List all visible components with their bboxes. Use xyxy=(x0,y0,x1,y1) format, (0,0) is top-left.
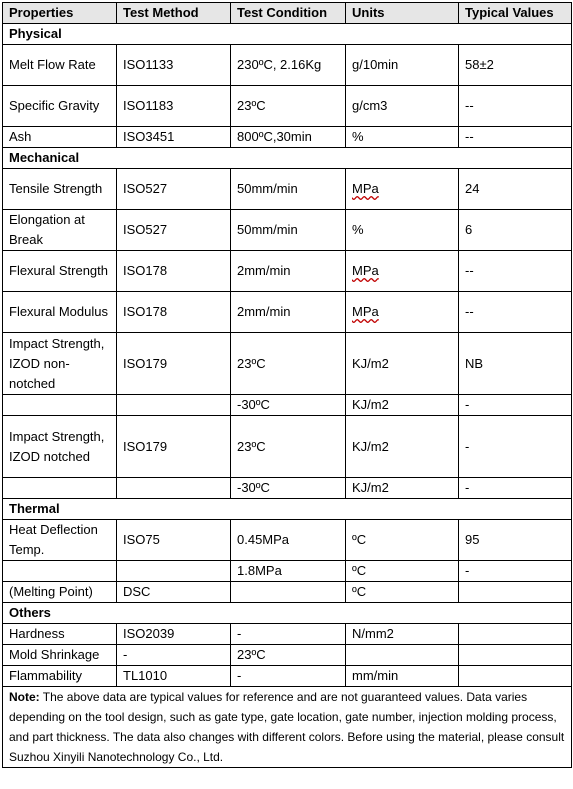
cell-test-condition xyxy=(231,210,346,251)
cell-property xyxy=(3,210,117,251)
cell-test-condition xyxy=(231,86,346,127)
table-row xyxy=(3,169,572,210)
cell-text: Heat Deflection Temp. xyxy=(9,522,98,557)
cell-text: ºC xyxy=(352,584,367,599)
table-row xyxy=(3,86,572,127)
cell-test-condition xyxy=(231,666,346,687)
table-row xyxy=(3,292,572,333)
cell-property xyxy=(3,416,117,478)
cell-typical-value xyxy=(459,478,572,499)
cell-property xyxy=(3,127,117,148)
cell-test-method xyxy=(117,292,231,333)
cell-text: 24 xyxy=(465,181,480,196)
cell-units xyxy=(346,251,459,292)
table-row xyxy=(3,645,572,666)
cell-test-condition xyxy=(231,520,346,561)
cell-test-method xyxy=(117,210,231,251)
cell-text: -- xyxy=(465,129,474,144)
header-test-condition: Test Condition xyxy=(231,3,346,24)
cell-test-condition xyxy=(231,561,346,582)
cell-text: N/mm2 xyxy=(352,626,394,641)
header-units: Units xyxy=(346,3,459,24)
cell-text: g/cm3 xyxy=(352,98,388,113)
note-row xyxy=(3,687,572,768)
cell-text: Specific Gravity xyxy=(9,98,100,113)
cell-text: 58±2 xyxy=(465,57,494,72)
cell-text: NB xyxy=(465,355,484,371)
cell-text: ISO178 xyxy=(123,304,168,319)
cell-text: 1.8MPa xyxy=(237,563,282,578)
cell-test-condition xyxy=(231,478,346,499)
cell-text: TL1010 xyxy=(123,668,168,683)
cell-units xyxy=(346,666,459,687)
cell-text: 95 xyxy=(465,532,480,547)
cell-test-condition xyxy=(231,582,346,603)
cell-text: -- xyxy=(465,263,474,278)
section-title: Others xyxy=(3,603,572,624)
cell-test-method xyxy=(117,86,231,127)
cell-property xyxy=(3,86,117,127)
cell-property xyxy=(3,251,117,292)
cell-units xyxy=(346,645,459,666)
cell-typical-value xyxy=(459,624,572,645)
cell-test-condition xyxy=(231,395,346,416)
section-title: Mechanical xyxy=(3,148,572,169)
cell-units xyxy=(346,127,459,148)
cell-text: ISO3451 xyxy=(123,129,175,144)
cell-text: Impact Strength, IZOD non-notched xyxy=(9,335,105,391)
cell-text: Flexural Strength xyxy=(9,263,108,278)
cell-text: ISO75 xyxy=(123,532,160,547)
cell-units xyxy=(346,395,459,416)
cell-text: 23ºC xyxy=(237,647,266,662)
cell-property xyxy=(3,666,117,687)
cell-text: - xyxy=(237,668,242,683)
section-row xyxy=(3,24,572,45)
cell-units xyxy=(346,478,459,499)
cell-text: ISO179 xyxy=(123,355,168,371)
table-row xyxy=(3,666,572,687)
cell-typical-value xyxy=(459,520,572,561)
cell-text: Flammability xyxy=(9,668,82,683)
section-row xyxy=(3,148,572,169)
cell-units xyxy=(346,45,459,86)
cell-text: ºC xyxy=(352,532,367,547)
cell-test-condition xyxy=(231,292,346,333)
cell-test-method xyxy=(117,169,231,210)
table-row xyxy=(3,624,572,645)
cell-text: ISO2039 xyxy=(123,626,175,641)
cell-test-condition xyxy=(231,251,346,292)
cell-property xyxy=(3,395,117,416)
cell-text: Mold Shrinkage xyxy=(9,647,100,662)
cell-property xyxy=(3,45,117,86)
cell-test-method xyxy=(117,127,231,148)
table-row xyxy=(3,210,572,251)
cell-test-condition xyxy=(231,416,346,478)
cell-text: - xyxy=(123,647,128,662)
cell-text: KJ/m2 xyxy=(352,480,389,495)
header-typical-values: Typical Values xyxy=(459,3,572,24)
cell-units xyxy=(346,582,459,603)
cell-text: -- xyxy=(465,98,474,113)
cell-units xyxy=(346,624,459,645)
cell-text: (Melting Point) xyxy=(9,584,93,599)
cell-text: -- xyxy=(465,304,474,319)
cell-text: ISO1133 xyxy=(123,57,174,72)
cell-text: Melt Flow Rate xyxy=(9,57,96,72)
cell-text: - xyxy=(465,397,470,412)
cell-text: 230ºC, 2.16Kg xyxy=(237,57,322,72)
cell-text: KJ/m2 xyxy=(352,355,389,371)
cell-typical-value xyxy=(459,666,572,687)
cell-text: 50mm/min xyxy=(237,181,298,196)
cell-text: ºC xyxy=(352,563,367,578)
cell-test-condition xyxy=(231,45,346,86)
cell-text: 0.45MPa xyxy=(237,532,290,547)
cell-property xyxy=(3,645,117,666)
cell-typical-value xyxy=(459,645,572,666)
cell-typical-value xyxy=(459,292,572,333)
cell-text: ISO178 xyxy=(123,263,168,278)
cell-property xyxy=(3,561,117,582)
cell-typical-value xyxy=(459,210,572,251)
cell-test-condition xyxy=(231,645,346,666)
cell-property xyxy=(3,624,117,645)
section-row xyxy=(3,603,572,624)
cell-test-method xyxy=(117,333,231,395)
cell-typical-value xyxy=(459,395,572,416)
cell-text: ISO1183 xyxy=(123,98,174,113)
cell-text: - xyxy=(237,626,242,641)
header-test-method: Test Method xyxy=(117,3,231,24)
table-row xyxy=(3,333,572,395)
cell-typical-value xyxy=(459,416,572,478)
cell-text: 23ºC xyxy=(237,355,266,371)
cell-property xyxy=(3,582,117,603)
cell-text: 6 xyxy=(465,222,473,237)
cell-units xyxy=(346,561,459,582)
cell-test-condition xyxy=(231,333,346,395)
table-row xyxy=(3,127,572,148)
cell-typical-value xyxy=(459,127,572,148)
cell-text: MPa xyxy=(352,304,379,319)
cell-text: MPa xyxy=(352,263,379,278)
cell-typical-value xyxy=(459,582,572,603)
cell-typical-value xyxy=(459,561,572,582)
cell-test-method xyxy=(117,416,231,478)
cell-text: Impact Strength, IZOD notched xyxy=(9,428,105,464)
cell-test-method xyxy=(117,45,231,86)
cell-text: ISO527 xyxy=(123,181,168,196)
cell-text: 2mm/min xyxy=(237,304,291,319)
cell-test-condition xyxy=(231,169,346,210)
cell-test-method xyxy=(117,395,231,416)
table-row xyxy=(3,582,572,603)
cell-text: ISO527 xyxy=(123,222,168,237)
table-body xyxy=(3,24,572,687)
section-title: Thermal xyxy=(3,499,572,520)
cell-test-method xyxy=(117,478,231,499)
table-row xyxy=(3,416,572,478)
cell-text: 2mm/min xyxy=(237,263,291,278)
cell-test-method xyxy=(117,666,231,687)
cell-text: KJ/m2 xyxy=(352,438,389,454)
cell-text: mm/min xyxy=(352,668,399,683)
cell-text: % xyxy=(352,222,364,237)
cell-property xyxy=(3,333,117,395)
cell-text: g/10min xyxy=(352,57,399,72)
section-title: Physical xyxy=(3,24,572,45)
cell-test-method xyxy=(117,582,231,603)
cell-test-method xyxy=(117,561,231,582)
cell-units xyxy=(346,210,459,251)
cell-text: Flexural Modulus xyxy=(9,304,108,319)
table-row xyxy=(3,251,572,292)
cell-typical-value xyxy=(459,86,572,127)
cell-units xyxy=(346,169,459,210)
cell-test-method xyxy=(117,520,231,561)
cell-test-condition xyxy=(231,624,346,645)
cell-text: - xyxy=(465,480,470,495)
cell-text: MPa xyxy=(352,181,379,196)
cell-text: Hardness xyxy=(9,626,65,641)
cell-text: 23ºC xyxy=(237,438,266,454)
properties-table xyxy=(2,2,572,768)
cell-test-condition xyxy=(231,127,346,148)
note-cell xyxy=(3,687,572,768)
note-label: Note: xyxy=(9,690,40,704)
cell-typical-value xyxy=(459,169,572,210)
cell-typical-value xyxy=(459,45,572,86)
cell-text: % xyxy=(352,129,364,144)
cell-typical-value xyxy=(459,251,572,292)
cell-units xyxy=(346,86,459,127)
cell-test-method xyxy=(117,251,231,292)
cell-units xyxy=(346,333,459,395)
cell-text: 50mm/min xyxy=(237,222,298,237)
cell-property xyxy=(3,169,117,210)
cell-units xyxy=(346,292,459,333)
cell-text: Elongation at Break xyxy=(9,212,85,247)
cell-property xyxy=(3,292,117,333)
cell-text: Tensile Strength xyxy=(9,181,103,196)
cell-test-method xyxy=(117,624,231,645)
cell-text: - xyxy=(465,438,470,454)
cell-units xyxy=(346,416,459,478)
cell-text: 800ºC,30min xyxy=(237,129,312,144)
table-row xyxy=(3,520,572,561)
cell-text: ISO179 xyxy=(123,438,168,454)
table-row xyxy=(3,45,572,86)
cell-text: -30ºC xyxy=(237,397,270,412)
cell-property xyxy=(3,478,117,499)
cell-units xyxy=(346,520,459,561)
header-row xyxy=(3,3,572,24)
cell-text: KJ/m2 xyxy=(352,397,389,412)
table-row xyxy=(3,478,572,499)
cell-text: DSC xyxy=(123,584,151,599)
cell-text: Ash xyxy=(9,129,32,144)
table-row xyxy=(3,561,572,582)
header-properties: Properties xyxy=(3,3,117,24)
cell-property xyxy=(3,520,117,561)
cell-typical-value xyxy=(459,333,572,395)
cell-test-method xyxy=(117,645,231,666)
section-row xyxy=(3,499,572,520)
cell-text: -30ºC xyxy=(237,480,270,495)
cell-text: 23ºC xyxy=(237,98,266,113)
note-text: The above data are typical values for reference and are not guaranteed values. Data varies depending on the tool design, such as gate type, gate location, gate number, injection molding process, and part thickness. The data also changes with different colors. Before using the material, please consult Suzhou Xinyili Nanotechnology Co., Ltd. xyxy=(9,690,565,764)
table-row xyxy=(3,395,572,416)
cell-text: - xyxy=(465,563,470,578)
